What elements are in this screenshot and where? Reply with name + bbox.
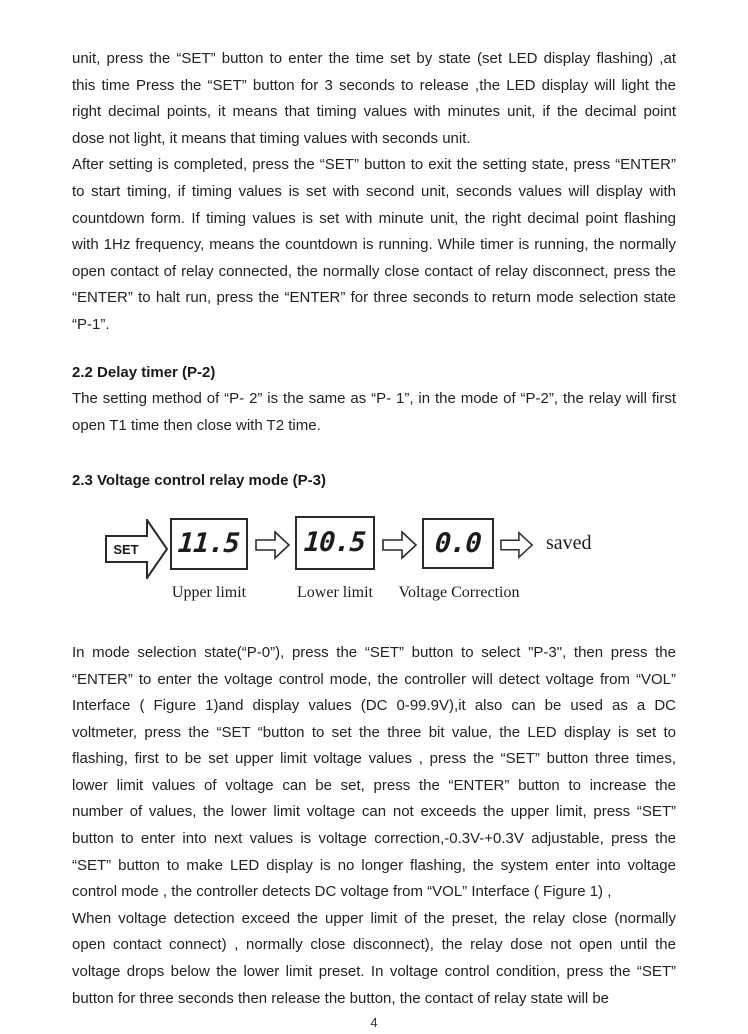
led-display-upper-limit: [170, 518, 248, 570]
set-block-arrow-icon: [105, 519, 169, 579]
text-line: unit, press the “SET” button to enter the time set by state (set LED display flashing) ,at: [72, 50, 676, 67]
text-line: After setting is completed, press the “SET” button to exit the setting state, press “ENTER”: [72, 156, 676, 174]
led-value: 10.5: [303, 527, 367, 559]
paragraph-voltage-detection: [72, 906, 676, 1012]
text-line: “ENTER” to enter the voltage control mode, the controller will detect voltage from “VOL”: [72, 670, 676, 688]
text-line: number of values, the lower limit voltage can not exceeds the upper limit, press “SET”: [72, 803, 676, 821]
text-line: open T1 time then close with T2 time.: [72, 416, 321, 434]
led-value: 0.0: [434, 527, 482, 559]
paragraph-delay-timer: [72, 386, 676, 439]
paragraph-voltage-control-setting: [72, 640, 676, 906]
text-line: lower limit values of voltage can be set, press the “ENTER” button to increase the: [72, 776, 676, 794]
page-number: 4: [370, 1015, 378, 1031]
text-line: voltmeter, press the “SET “button to set the three bit value, the LED display is set to: [72, 723, 676, 741]
flow-arrow-icon: [500, 530, 534, 560]
text-line: button to enter into next values is voltage correction,-0.3V-+0.3V adjustable, press the: [72, 830, 676, 848]
upper-limit-caption: Upper limit: [171, 583, 247, 601]
voltage-setting-flow-diagram: [72, 506, 676, 640]
set-arrow-label: SET: [113, 541, 139, 557]
paragraph-timer-running: [72, 152, 676, 338]
text-line: flashing, first to be set upper limit voltage values , press the “SET” button three times,: [72, 750, 676, 768]
text-line: to start timing, if timing values is set with second unit, seconds values will display with: [72, 182, 676, 200]
paragraph-timer-setting: [72, 46, 676, 152]
led-display-voltage-correction: [422, 518, 494, 569]
heading-voltage-control-mode: 2.3 Voltage control relay mode (P-3): [72, 472, 326, 490]
text-line: “ENTER” to halt run, press the “ENTER” for three seconds to return mode selection state: [72, 289, 676, 307]
led-display-lower-limit: [295, 516, 375, 570]
text-line: this time Press the “SET” button for 3 seconds to release ,the LED display will light the: [72, 76, 676, 94]
text-line: button for three seconds then release the button, the contact of relay state will be: [72, 989, 609, 1007]
text-line: with 1Hz frequency, means the countdown is running. While timer is running, the normally: [72, 236, 676, 254]
heading-delay-timer: 2.2 Delay timer (P-2): [72, 363, 216, 381]
text-line: Interface ( Figure 1)and display values (DC 0-99.9V),it also can be used as a DC: [72, 697, 676, 715]
text-line: When voltage detection exceed the upper limit of the preset, the relay close (normally: [72, 909, 676, 927]
saved-label: saved: [546, 531, 592, 554]
flow-arrow-icon: [382, 530, 418, 560]
text-line: dose not light, it means that timing values with seconds unit.: [72, 129, 471, 147]
text-line: open contact of relay connected, the normally close contact of relay disconnect, press the: [72, 262, 676, 280]
text-line: right decimal points, it means that timing values with minutes unit, if the decimal point: [72, 103, 676, 121]
text-line: open contact connect) , normally close disconnect), the relay dose not open until the: [72, 936, 676, 954]
text-line: The setting method of “P- 2” is the same as “P- 1”, in the mode of “P-2”, the relay will first: [72, 390, 676, 408]
text-line: countdown form. If timing values is set with minute unit, the right decimal point flashing: [72, 209, 676, 227]
flow-arrow-icon: [255, 530, 291, 560]
text-line: “P-1”.: [72, 315, 110, 333]
text-line: control mode , the controller detects DC voltage from “VOL” Interface ( Figure 1) ,: [72, 883, 612, 901]
lower-limit-caption: Lower limit: [297, 583, 373, 601]
voltage-correction-caption: Voltage Correction: [398, 583, 520, 601]
text-line: “SET” button to make LED display is no longer flashing, the system enter into voltage: [72, 856, 676, 874]
led-value: 11.5: [177, 528, 241, 560]
text-line: In mode selection state(“P-0”), press the “SET” button to select "P-3", then press the: [72, 643, 676, 661]
text-line: voltage drops below the lower limit preset. In voltage control condition, press the “SET”: [72, 963, 676, 981]
